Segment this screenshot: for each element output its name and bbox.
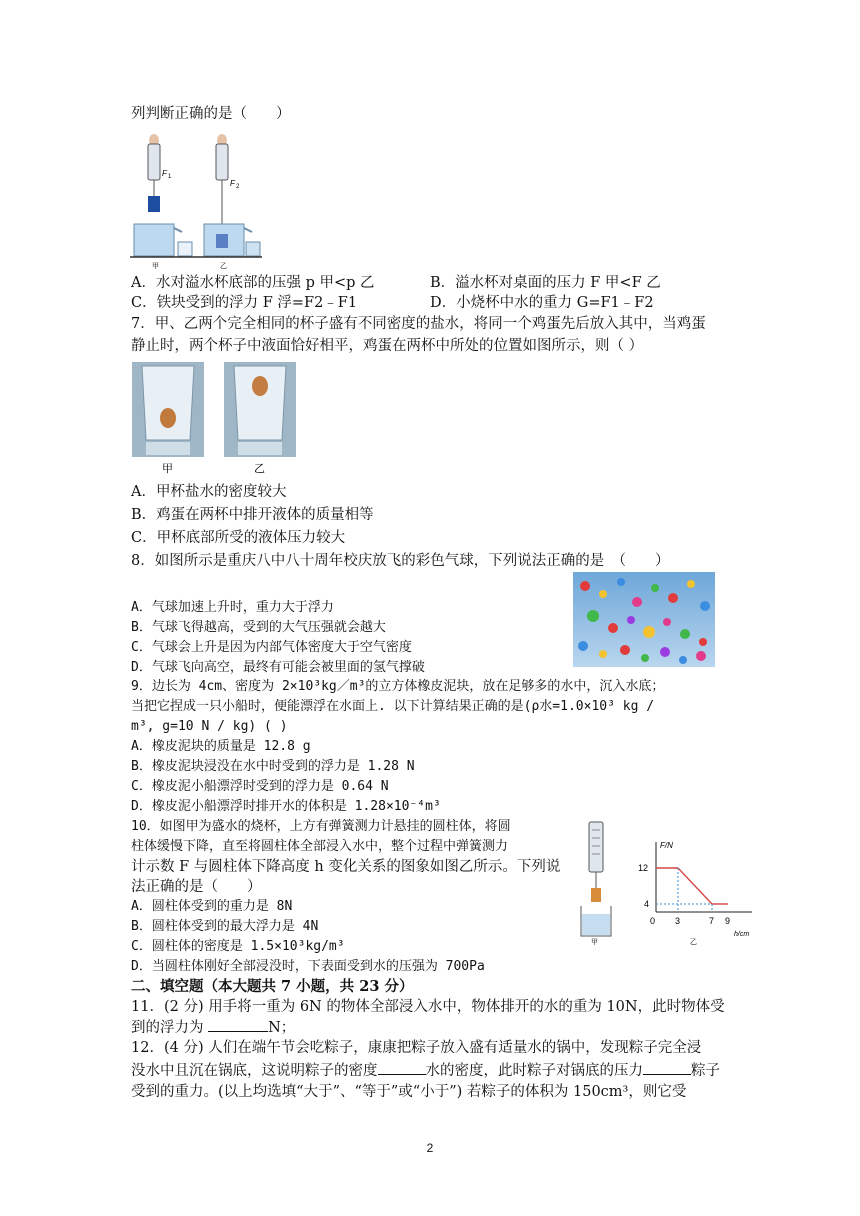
svg-text:2: 2: [236, 184, 240, 190]
iron-block-1: [148, 196, 160, 212]
small-beaker-right: [246, 242, 260, 256]
x-tick: 3: [675, 916, 681, 926]
x-axis-label: h/cm: [734, 931, 750, 938]
page-number: 2: [426, 1141, 434, 1155]
q12-line3: 受到的重力。(以上均选填“大于”、“等于”或“小于”) 若粽子的体积为 150cm³，则它受: [131, 1084, 687, 1100]
q9-option-b: B．橡皮泥块浸没在水中时受到的浮力是 1.28 N: [131, 759, 415, 774]
q6-stem-end: 列判断正确的是（ ）: [131, 106, 291, 122]
q8-option-a: A．气球加速上升时，重力大于浮力: [131, 600, 334, 615]
q10-option-d: D．当圆柱体刚好全部浸没时，下表面受到水的压强为 700Pa: [131, 959, 485, 974]
answer-blank[interactable]: [208, 1017, 268, 1032]
x-tick: 7: [709, 916, 715, 926]
q8-option-c: C．气球会上升是因为内部气体密度大于空气密度: [131, 640, 412, 655]
q10-line1: 10．如图甲为盛水的烧杯，上方有弹簧测力计悬挂的圆柱体，将圆: [131, 819, 511, 834]
cylinder: [591, 888, 601, 902]
small-beaker-left: [178, 242, 192, 256]
svg-text:乙: 乙: [254, 463, 265, 475]
q7-option-b: B．鸡蛋在两杯中排开液体的质量相等: [131, 507, 374, 523]
egg-right: [252, 376, 268, 396]
q10-line2: 柱体缓慢下降，直至将圆柱体全部浸入水中，整个过程中弹簧测力: [131, 839, 509, 854]
q6-option-c: C．铁块受到的浮力 F 浮=F2﹣F1: [131, 295, 358, 311]
q9-option-d: D．橡皮泥小船漂浮时排开水的体积是 1.28×10⁻⁴m³: [131, 799, 441, 814]
q9-line3: m³, g=10 N / kg) ( ): [131, 719, 288, 734]
q9-option-c: C．橡皮泥小船漂浮时受到的浮力是 0.64 N: [131, 779, 389, 794]
q8-option-b: B．气球飞得越高，受到的大气压强就会越大: [131, 620, 386, 635]
svg-text:F: F: [230, 179, 235, 188]
q8-line1: 8．如图所示是重庆八中八十周年校庆放飞的彩色气球，下列说法正确的是 （ ）: [131, 553, 670, 569]
overflow-cup-left: [134, 224, 174, 256]
q9-line2: 当把它捏成一只小船时，便能漂浮在水面上. 以下计算结果正确的是(ρ水=1.0×10³ kg /: [131, 699, 655, 714]
q8-option-d: D．气球飞向高空，最终有可能会被里面的氢气撑破: [131, 660, 425, 675]
iron-block-2: [216, 234, 228, 248]
y-tick: 12: [638, 863, 649, 873]
q10-option-c: C．圆柱体的密度是 1.5×10³kg/m³: [131, 939, 345, 954]
section-heading: 二、填空题（本大题共 7 小题，共 23 分）: [131, 978, 414, 995]
q6-option-a: A．水对溢水杯底部的压强 p 甲<p 乙: [131, 275, 375, 291]
egg-left: [160, 408, 176, 428]
y-tick: 4: [644, 899, 650, 909]
q6-option-b: B．溢水杯对桌面的压力 F 甲<F 乙: [430, 275, 661, 291]
svg-text:F: F: [162, 169, 167, 178]
q10-option-a: A．圆柱体受到的重力是 8N: [131, 899, 293, 914]
x-tick: 0: [650, 916, 656, 926]
q10-option-b: B．圆柱体受到的最大浮力是 4N: [131, 919, 319, 934]
svg-text:甲: 甲: [152, 263, 159, 270]
q11-line2: 到的浮力为 N；: [131, 1017, 295, 1038]
q10-beaker-figure: [577, 818, 617, 946]
q9-line1: 9．边长为 4cm、密度为 2×10³kg／m³的立方体橡皮泥块，放在足够多的水中，沉入水底；: [131, 679, 665, 694]
svg-text:1: 1: [168, 174, 172, 180]
spring-scale-1: [148, 144, 160, 180]
q10-line4: 法正确的是（ ）: [131, 879, 262, 895]
x-tick: 9: [725, 916, 731, 926]
q10-graph: [634, 838, 760, 950]
svg-text:甲: 甲: [162, 463, 173, 475]
q9-option-a: A．橡皮泥块的质量是 12.8 g: [131, 739, 311, 754]
q10-line3: 计示数 F 与圆柱体下降高度 h 变化关系的图象如图乙所示。下列说: [131, 859, 561, 875]
answer-blank[interactable]: [378, 1060, 426, 1075]
balloons-photo: [573, 572, 715, 667]
q6-option-d: D．小烧杯中水的重力 G=F1﹣F2: [430, 295, 654, 311]
q12-line2: 没水中且沉在锅底，这说明粽子的密度 水的密度，此时粽子对锅底的压力 粽子: [131, 1060, 720, 1081]
spring-scale-2: [216, 144, 228, 180]
q7-line1: 7．甲、乙两个完全相同的杯子盛有不同密度的盐水，将同一个鸡蛋先后放入其中，当鸡蛋: [131, 316, 706, 332]
graph-segment-2: [678, 868, 712, 904]
q7-figure: [132, 362, 302, 477]
q12-line1: 12．(4 分) 人们在端午节会吃粽子，康康把粽子放入盛有适量水的锅中，发现粽子完全浸: [131, 1040, 702, 1056]
graph-caption: 乙: [690, 939, 697, 946]
q7-option-c: C．甲杯底部所受的液体压力较大: [131, 530, 346, 546]
q7-option-a: A．甲杯盐水的密度较大: [131, 484, 287, 500]
svg-text:甲: 甲: [591, 939, 598, 946]
q7-line2: 静止时，两个杯子中液面恰好相平，鸡蛋在两杯中所处的位置如图所示，则（ ）: [131, 338, 644, 354]
answer-blank[interactable]: [643, 1060, 691, 1075]
q11-line1: 11．(2 分) 用手将一重为 6N 的物体全部浸入水中，物体排开的水的重为 10N，此时物体受: [131, 999, 725, 1015]
svg-text:乙: 乙: [220, 263, 227, 270]
q6-figure: [128, 128, 263, 270]
y-axis-label: F/N: [660, 841, 673, 850]
